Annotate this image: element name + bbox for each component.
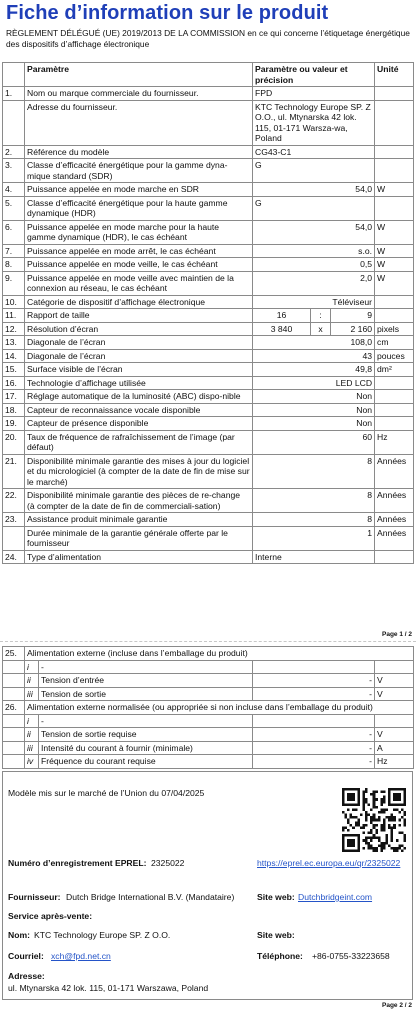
row-label: Capteur de présence disponible	[25, 417, 253, 431]
table-row	[3, 183, 414, 197]
page-title: Fiche d’information sur le produit	[6, 2, 329, 24]
phone-value: +86-0755-33223658	[312, 951, 390, 961]
row-label: Puissance appelée en mode marche pour la haute gamme dynamique (HDR), le cas échéant	[25, 220, 253, 244]
market-date: Modèle mis sur le marché de l’Union du 07/04/2025	[8, 788, 205, 798]
row-roman: iii	[25, 741, 39, 755]
table-row	[3, 417, 414, 431]
row-value: -	[253, 741, 375, 755]
row-spacer	[3, 687, 25, 701]
row-label: Type d’alimentation	[25, 550, 253, 564]
row-label: Surface visible de l’écran	[25, 363, 253, 377]
row-value: 8	[253, 513, 375, 527]
email-link[interactable]: xch@fpd.net.cn	[51, 951, 111, 961]
row-label: Puissance appelée en mode arrêt, le cas échéant	[25, 244, 253, 258]
row-roman: ii	[25, 674, 39, 688]
row-unit: W	[375, 244, 414, 258]
row-label: Disponibilité minimale garantie des pièces de re-change (à compter de la date de fin de commerciali-sation)	[25, 489, 253, 513]
table-row	[3, 145, 414, 159]
row-unit: Années	[375, 526, 414, 550]
row-number: 23.	[3, 513, 25, 527]
row-spacer	[3, 755, 25, 769]
row-value: -	[253, 687, 375, 701]
row-label: Taux de fréquence de rafraîchissement de l’image (par défaut)	[25, 430, 253, 454]
row-label: Tension de sortie	[39, 687, 253, 701]
product-table-1	[2, 62, 413, 564]
table-row	[3, 336, 414, 350]
row-unit: V	[375, 728, 414, 742]
row-label: Puissance appelée en mode marche en SDR	[25, 183, 253, 197]
table-row	[3, 403, 414, 417]
row-value	[253, 660, 375, 674]
table-row	[3, 714, 414, 728]
row-unit: Années	[375, 513, 414, 527]
service-label: Service après-vente:	[8, 911, 93, 921]
row-unit	[375, 309, 414, 323]
row-label: Rapport de taille	[25, 309, 253, 323]
row-value: -	[253, 728, 375, 742]
row-separator: x	[311, 322, 331, 336]
row-label: Réglage automatique de la luminosité (ABC) dispo-nible	[25, 390, 253, 404]
table-row	[3, 550, 414, 564]
row-value: FPD	[253, 87, 375, 101]
header-value: Paramètre ou valeur et précision	[253, 63, 375, 87]
row-label: Référence du modèle	[25, 145, 253, 159]
row-unit: Années	[375, 454, 414, 489]
row-value: 54,0	[253, 183, 375, 197]
row-unit	[375, 550, 414, 564]
row-value: 60	[253, 430, 375, 454]
table-row	[3, 295, 414, 309]
row-label: Tension d’entrée	[39, 674, 253, 688]
row-value: Téléviseur	[253, 295, 375, 309]
row-unit: Années	[375, 489, 414, 513]
section-number: 26.	[3, 701, 25, 715]
row-number: 4.	[3, 183, 25, 197]
row-roman: i	[25, 714, 39, 728]
row-spacer	[3, 714, 25, 728]
row-label: Disponibilité minimale garantie des mises à jour du logiciel et du micrologiciel (à compter de la date de fin de mise sur le marché)	[25, 454, 253, 489]
row-value-2: 9	[331, 309, 375, 323]
row-number	[3, 100, 25, 145]
row-number: 8.	[3, 258, 25, 272]
row-value: 43	[253, 349, 375, 363]
row-value: 2,0	[253, 271, 375, 295]
website-link[interactable]: Dutchbridgeint.com	[298, 892, 373, 902]
row-number: 10.	[3, 295, 25, 309]
website-label: Site web:	[257, 892, 295, 902]
page-number-2: Page 2 / 2	[382, 1002, 412, 1009]
row-label: Catégorie de dispositif d’affichage électronique	[25, 295, 253, 309]
row-value: Non	[253, 417, 375, 431]
row-spacer	[3, 728, 25, 742]
row-unit	[375, 159, 414, 183]
row-number: 19.	[3, 417, 25, 431]
row-unit: W	[375, 258, 414, 272]
row-number: 17.	[3, 390, 25, 404]
section-header-row	[3, 701, 414, 715]
section-title: Alimentation externe (incluse dans l’emballage du produit)	[25, 647, 414, 661]
row-unit: V	[375, 674, 414, 688]
row-value: KTC Technology Europe SP. Z O.O., ul. Mtynarska 42 lok. 115, 01-171 Warsza-wa, Poland	[253, 100, 375, 145]
row-number: 13.	[3, 336, 25, 350]
row-number: 16.	[3, 376, 25, 390]
row-unit: dm²	[375, 363, 414, 377]
row-value: 108,0	[253, 336, 375, 350]
row-number: 6.	[3, 220, 25, 244]
row-value-1: 3 840	[253, 322, 311, 336]
row-number	[3, 526, 25, 550]
row-value: LED LCD	[253, 376, 375, 390]
row-value: Interne	[253, 550, 375, 564]
table-row	[3, 390, 414, 404]
row-value: 0,5	[253, 258, 375, 272]
row-unit	[375, 714, 414, 728]
row-unit: cm	[375, 336, 414, 350]
row-value: s.o.	[253, 244, 375, 258]
row-value: CG43-C1	[253, 145, 375, 159]
table-row	[3, 349, 414, 363]
table-row	[3, 526, 414, 550]
row-label: Classe d’efficacité énergétique pour la haute gamme dynamique (HDR)	[25, 196, 253, 220]
row-label: Tension de sortie requise	[39, 728, 253, 742]
info-box	[2, 771, 413, 1000]
row-unit	[375, 390, 414, 404]
row-label: Puissance appelée en mode veille avec maintien de la connexion au réseau, le cas échéant	[25, 271, 253, 295]
row-roman: ii	[25, 728, 39, 742]
table-row	[3, 244, 414, 258]
row-value	[253, 714, 375, 728]
table-row	[3, 728, 414, 742]
regulation-text: RÈGLEMENT DÉLÉGUÉ (UE) 2019/2013 DE LA COMMISSION en ce qui concerne l’étiquetage énergétique des dispositifs d’affichage électronique	[6, 28, 410, 49]
table-row	[3, 220, 414, 244]
row-number: 22.	[3, 489, 25, 513]
row-unit	[375, 145, 414, 159]
qr-code-icon	[342, 788, 406, 852]
row-value: Non	[253, 390, 375, 404]
row-number: 18.	[3, 403, 25, 417]
section-header-row	[3, 647, 414, 661]
table-row	[3, 159, 414, 183]
header-param: Paramètre	[25, 63, 253, 87]
row-value: -	[253, 674, 375, 688]
row-number: 1.	[3, 87, 25, 101]
row-label: Assistance produit minimale garantie	[25, 513, 253, 527]
row-value: 49,8	[253, 363, 375, 377]
phone-label: Téléphone:	[257, 951, 303, 961]
name-label: Nom:	[8, 930, 30, 940]
row-label: Classe d’efficacité énergétique pour la gamme dyna-mique standard (SDR)	[25, 159, 253, 183]
row-separator: :	[311, 309, 331, 323]
row-value: G	[253, 196, 375, 220]
row-unit: W	[375, 220, 414, 244]
row-spacer	[3, 660, 25, 674]
row-unit	[375, 403, 414, 417]
row-value: 8	[253, 489, 375, 513]
row-unit: W	[375, 271, 414, 295]
row-unit: W	[375, 183, 414, 197]
row-value-1: 16	[253, 309, 311, 323]
row-label: Adresse du fournisseur.	[25, 100, 253, 145]
table-row	[3, 87, 414, 101]
row-unit	[375, 295, 414, 309]
row-number: 20.	[3, 430, 25, 454]
row-label: Diagonale de l’écran	[25, 349, 253, 363]
row-value: Non	[253, 403, 375, 417]
row-label: Diagonale de l’écran	[25, 336, 253, 350]
row-label: Durée minimale de la garantie générale offerte par le fournisseur	[25, 526, 253, 550]
supplier-value: Dutch Bridge International B.V. (Mandataire)	[66, 892, 235, 902]
row-number: 9.	[3, 271, 25, 295]
eprel-label: Numéro d’enregistrement EPREL:	[8, 858, 147, 868]
row-number: 3.	[3, 159, 25, 183]
row-label: Fréquence du courant requise	[39, 755, 253, 769]
row-number: 15.	[3, 363, 25, 377]
email-label: Courriel:	[8, 951, 44, 961]
row-unit: pixels	[375, 322, 414, 336]
address-label: Adresse:	[8, 971, 45, 981]
row-unit	[375, 100, 414, 145]
table-row	[3, 741, 414, 755]
row-spacer	[3, 674, 25, 688]
row-label: -	[39, 714, 253, 728]
row-unit	[375, 196, 414, 220]
row-label: -	[39, 660, 253, 674]
row-number: 12.	[3, 322, 25, 336]
table-row	[3, 454, 414, 489]
name-value: KTC Technology Europe SP. Z O.O.	[34, 930, 171, 940]
address-value: ul. Mtynarska 42 lok. 115, 01-171 Warszawa, Poland	[8, 983, 209, 993]
row-label: Nom ou marque commerciale du fournisseur.	[25, 87, 253, 101]
section-title: Alimentation externe normalisée (ou appropriée si non incluse dans l’emballage du produit)	[25, 701, 414, 715]
product-table-2	[2, 646, 413, 769]
table-row	[3, 196, 414, 220]
row-number: 5.	[3, 196, 25, 220]
page-number-1: Page 1 / 2	[382, 631, 412, 638]
row-value-2: 2 160	[331, 322, 375, 336]
row-label: Capteur de reconnaissance vocale disponible	[25, 403, 253, 417]
table-row	[3, 309, 414, 323]
row-number: 11.	[3, 309, 25, 323]
row-unit: Hz	[375, 755, 414, 769]
table-row	[3, 674, 414, 688]
row-label: Puissance appelée en mode veille, le cas échéant	[25, 258, 253, 272]
table-header-row	[3, 63, 414, 87]
table-row	[3, 755, 414, 769]
table-row	[3, 363, 414, 377]
row-spacer	[3, 741, 25, 755]
row-label: Technologie d’affichage utilisée	[25, 376, 253, 390]
row-unit	[375, 417, 414, 431]
table-row	[3, 687, 414, 701]
row-unit	[375, 376, 414, 390]
row-roman: iv	[25, 755, 39, 769]
eprel-value: 2325022	[151, 858, 185, 868]
table-row	[3, 271, 414, 295]
row-roman: i	[25, 660, 39, 674]
table-row	[3, 430, 414, 454]
row-label: Intensité du courant à fournir (minimale)	[39, 741, 253, 755]
row-number: 2.	[3, 145, 25, 159]
supplier-label: Fournisseur:	[8, 892, 61, 902]
row-value: 1	[253, 526, 375, 550]
row-value: 8	[253, 454, 375, 489]
table-row	[3, 100, 414, 145]
row-number: 21.	[3, 454, 25, 489]
row-label: Résolution d’écran	[25, 322, 253, 336]
row-number: 7.	[3, 244, 25, 258]
eprel-link[interactable]: https://eprel.ec.europa.eu/qr/2325022	[257, 858, 401, 868]
row-value: -	[253, 755, 375, 769]
row-unit: A	[375, 741, 414, 755]
table-row	[3, 489, 414, 513]
service-website-label: Site web:	[257, 930, 295, 940]
row-value: 54,0	[253, 220, 375, 244]
page-separator	[0, 641, 416, 642]
row-number: 14.	[3, 349, 25, 363]
row-unit	[375, 87, 414, 101]
row-number: 24.	[3, 550, 25, 564]
row-unit: V	[375, 687, 414, 701]
table-row	[3, 660, 414, 674]
table-row	[3, 322, 414, 336]
header-unit: Unité	[375, 63, 414, 87]
table-row	[3, 258, 414, 272]
row-value: G	[253, 159, 375, 183]
row-unit: Hz	[375, 430, 414, 454]
table-row	[3, 376, 414, 390]
row-unit: pouces	[375, 349, 414, 363]
row-roman: iii	[25, 687, 39, 701]
table-row	[3, 513, 414, 527]
row-unit	[375, 660, 414, 674]
section-number: 25.	[3, 647, 25, 661]
